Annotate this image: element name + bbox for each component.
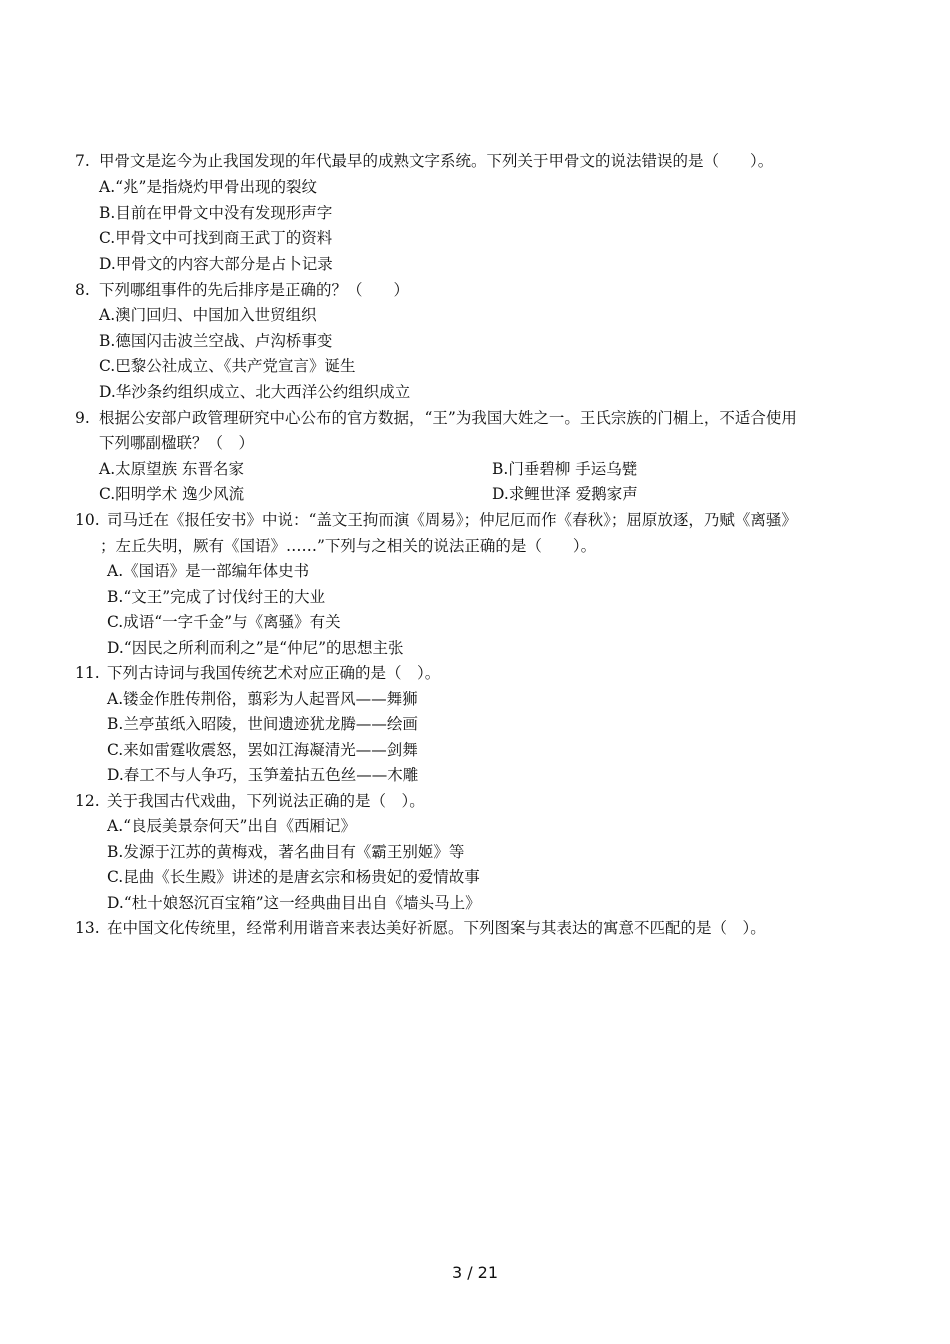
option-d: D.“杜十娘怒沉百宝箱”这一经典曲目出自《墙头马上》	[107, 894, 481, 912]
option-a: A.“兆”是指烧灼甲骨出现的裂纹	[99, 178, 317, 196]
option-b: B.发源于江苏的黄梅戏，著名曲目有《霸王别姬》等	[107, 843, 465, 861]
question-stem: 甲骨文是迄今为止我国发现的年代最早的成熟文字系统。下列关于甲骨文的说法错误的是（ ）。	[99, 152, 774, 170]
option-a: A.太原望族 东晋名家	[99, 460, 245, 478]
question-number: 11.	[75, 664, 100, 682]
option-c: C.来如雷霆收震怒，罢如江海凝清光——剑舞	[107, 741, 418, 759]
question-stem-continued: 下列哪副楹联？（ ）	[99, 434, 255, 452]
option-b: B.“文王”完成了讨伐纣王的大业	[107, 588, 326, 606]
question-number: 13.	[75, 919, 100, 937]
option-b: B.德国闪击波兰空战、卢沟桥事变	[99, 332, 333, 350]
option-d: D.求鲤世泽 爱鹅家声	[492, 485, 638, 503]
question-stem-continued: ；左丘失明，厥有《国语》……”下列与之相关的说法正确的是（ ）。	[100, 537, 597, 555]
option-d: D.春工不与人争巧，玉笋羞拈五色丝——木雕	[107, 766, 419, 784]
option-d: D.华沙条约组织成立、北大西洋公约组织成立	[99, 383, 411, 401]
question-number: 8.	[75, 281, 90, 299]
question-number: 10.	[75, 511, 100, 529]
question-number: 9.	[75, 409, 90, 427]
option-c: C.昆曲《长生殿》讲述的是唐玄宗和杨贵妃的爱情故事	[107, 868, 480, 886]
question-stem: 司马迁在《报任安书》中说：“盖文王拘而演《周易》；仲尼厄而作《春秋》；屈原放逐，乃赋《离骚》	[107, 511, 797, 529]
option-d: D.甲骨文的内容大部分是占卜记录	[99, 255, 333, 273]
option-a: A.《国语》是一部编年体史书	[107, 562, 310, 580]
option-a: A.澳门回归、中国加入世贸组织	[99, 306, 317, 324]
option-c: C.甲骨文中可找到商王武丁的资料	[99, 229, 333, 247]
question-stem: 关于我国古代戏曲，下列说法正确的是（ ）。	[107, 792, 425, 810]
question-stem: 在中国文化传统里，经常利用谐音来表达美好祈愿。下列图案与其表达的寓意不匹配的是（ ）。	[107, 919, 766, 937]
option-d: D.“因民之所利而利之”是“仲尼”的思想主张	[107, 639, 404, 657]
option-c: C.巴黎公社成立、《共产党宣言》诞生	[99, 357, 356, 375]
question-number: 7.	[75, 152, 90, 170]
page-number: 3 / 21	[451, 1263, 499, 1282]
option-a: A.镂金作胜传荆俗，翦彩为人起晋风——舞狮	[107, 690, 418, 708]
question-stem: 下列哪组事件的先后排序是正确的？（ ）	[99, 281, 410, 299]
question-stem: 根据公安部户政管理研究中心公布的官方数据，“王”为我国大姓之一。王氏宗族的门楣上，不适合使用	[99, 409, 797, 427]
option-b: B.门垂碧柳 手运乌甓	[492, 460, 638, 478]
question-number: 12.	[75, 792, 100, 810]
option-c: C.成语“一字千金”与《离骚》有关	[107, 613, 341, 631]
option-b: B.目前在甲骨文中没有发现形声字	[99, 204, 333, 222]
option-b: B.兰亭茧纸入昭陵，世间遗迹犹龙腾——绘画	[107, 715, 418, 733]
option-c: C.阳明学术 逸少风流	[99, 485, 245, 503]
question-stem: 下列古诗词与我国传统艺术对应正确的是（ ）。	[107, 664, 441, 682]
option-a: A.“良辰美景奈何天”出自《西厢记》	[107, 817, 356, 835]
